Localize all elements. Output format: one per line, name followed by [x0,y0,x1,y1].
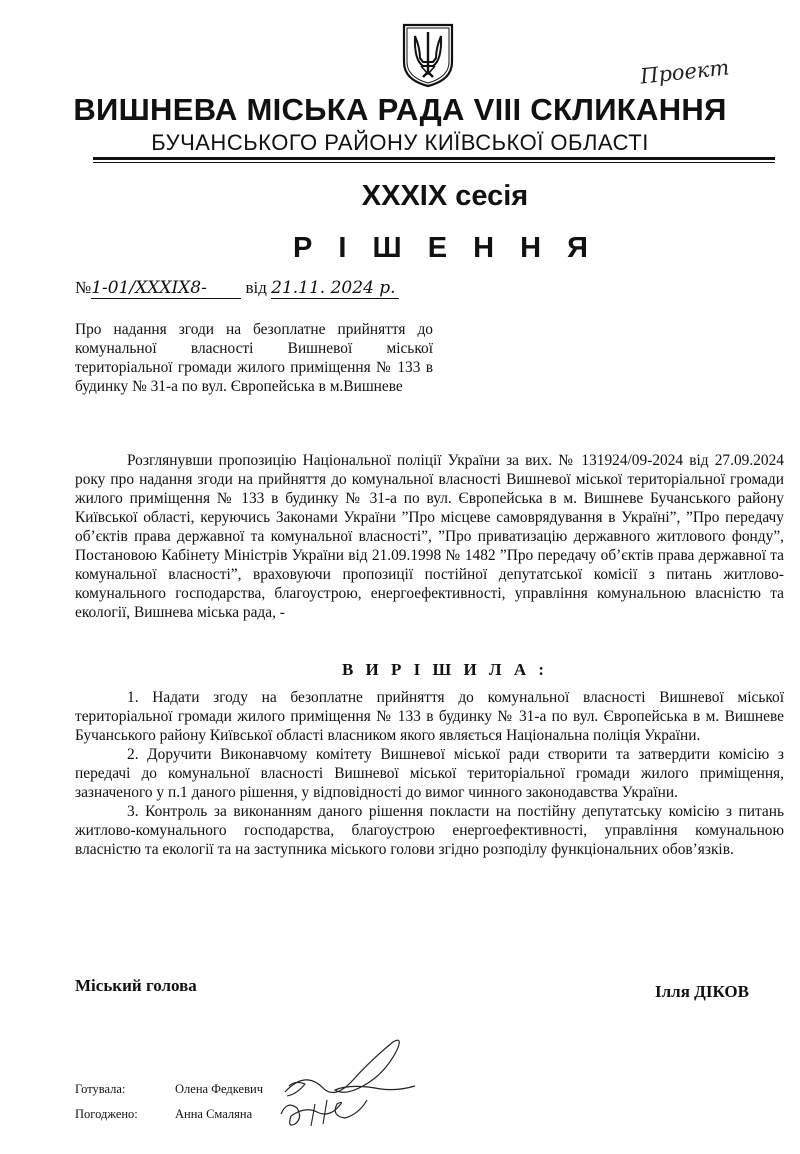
session-title: XXXIX сесія [361,180,529,212]
prepared-label: Готувала: [75,1082,126,1096]
decision-item: 1. Надати згоду на безоплатне прийняття до комунальної власності Вишневої міської територіальної громади жилого приміщення № 133 в будинку № 31-а по вул. Європейська в м. Вишневе Бучанського району Київської області власником якого являється Національна поліція України. [75,689,784,744]
preamble-paragraph: Розглянувши пропозицію Національної поліції України за вих. № 131924/09-2024 від 27.09.2024 року про надання згоди на прийняття до комунальної власності Вишневої міської територіальної громади жилого приміщення № 133 в будинку № 31-а по вул. Європейська в м. Вишневе Бучанського району Київської області, керуючись Законами України ”Про місцеве самоврядування в Україні”, ”Про передачу об’єктів права державної та комунальної власності”, ”Про приватизацію державного житлового фонду”, Постановою Кабінету Міністрів України від 21.09.1998 № 1482 ”Про передачу об’єктів права державної та комунальної власності”, враховуючи пропозиції постійної депутатської комісії з питань житлово-комунального господарства, благоустрою, енергоефективності, управління комунальною власністю та екології, Вишнева міська рада, - [75,452,784,621]
decision-reference-line [75,278,399,299]
coat-of-arms-icon [401,22,455,88]
document-type-title: Р І Ш Е Н Н Я [293,232,597,264]
signatory-role: Міський голова [75,976,197,995]
handwritten-signature-icon [275,1030,425,1130]
agreed-name: Анна Смаляна [175,1107,253,1121]
council-name-heading: ВИШНЕВА МІСЬКА РАДА VIII СКЛИКАННЯ [73,92,727,127]
date-label: від [245,278,267,297]
decision-item: 3. Контроль за виконанням даного рішення покласти на постійну депутатську комісію з питань житлово-комунального господарства, благоустрою енергоефективності, управління комунальною власністю та екології та на заступника міського голови згідно розподілу функціональних обов’язків. [75,803,784,858]
number-prefix: № [75,278,92,297]
draft-handwritten-note: Проект [638,55,731,89]
decision-subject: Про надання згоди на безоплатне прийняття до комунальної власності Вишневої міської територіальної громади жилого приміщення № 133 в будинку № 31-а по вул. Європейська в м.Вишневе [75,321,433,395]
decision-date: 21.11. 2024 р. [271,278,399,299]
header-rule-thin [93,162,775,163]
decision-items [75,688,784,859]
header-rule-thick [93,157,775,160]
district-subheading: БУЧАНСЬКОГО РАЙОНУ КИЇВСЬКОЇ ОБЛАСТІ [151,130,649,155]
prepared-name: Олена Федкевич [175,1082,263,1096]
signatory-name: Ілля ДІКОВ [655,982,749,1001]
resolved-heading: В И Р І Ш И Л А : [341,660,549,679]
preamble-section [75,451,784,622]
decision-item: 2. Доручити Виконавчому комітету Вишневої міської ради створити та затвердити комісію з передачі до комунальної власності Вишневої міської територіальної громади жилого приміщення, зазначеного у п.1 даного рішення, у відповідності до вимог чинного законодавства України. [75,746,784,801]
agreed-label: Погоджено: [75,1107,138,1121]
decision-number: 1-01/XXXIX8- [91,278,241,299]
